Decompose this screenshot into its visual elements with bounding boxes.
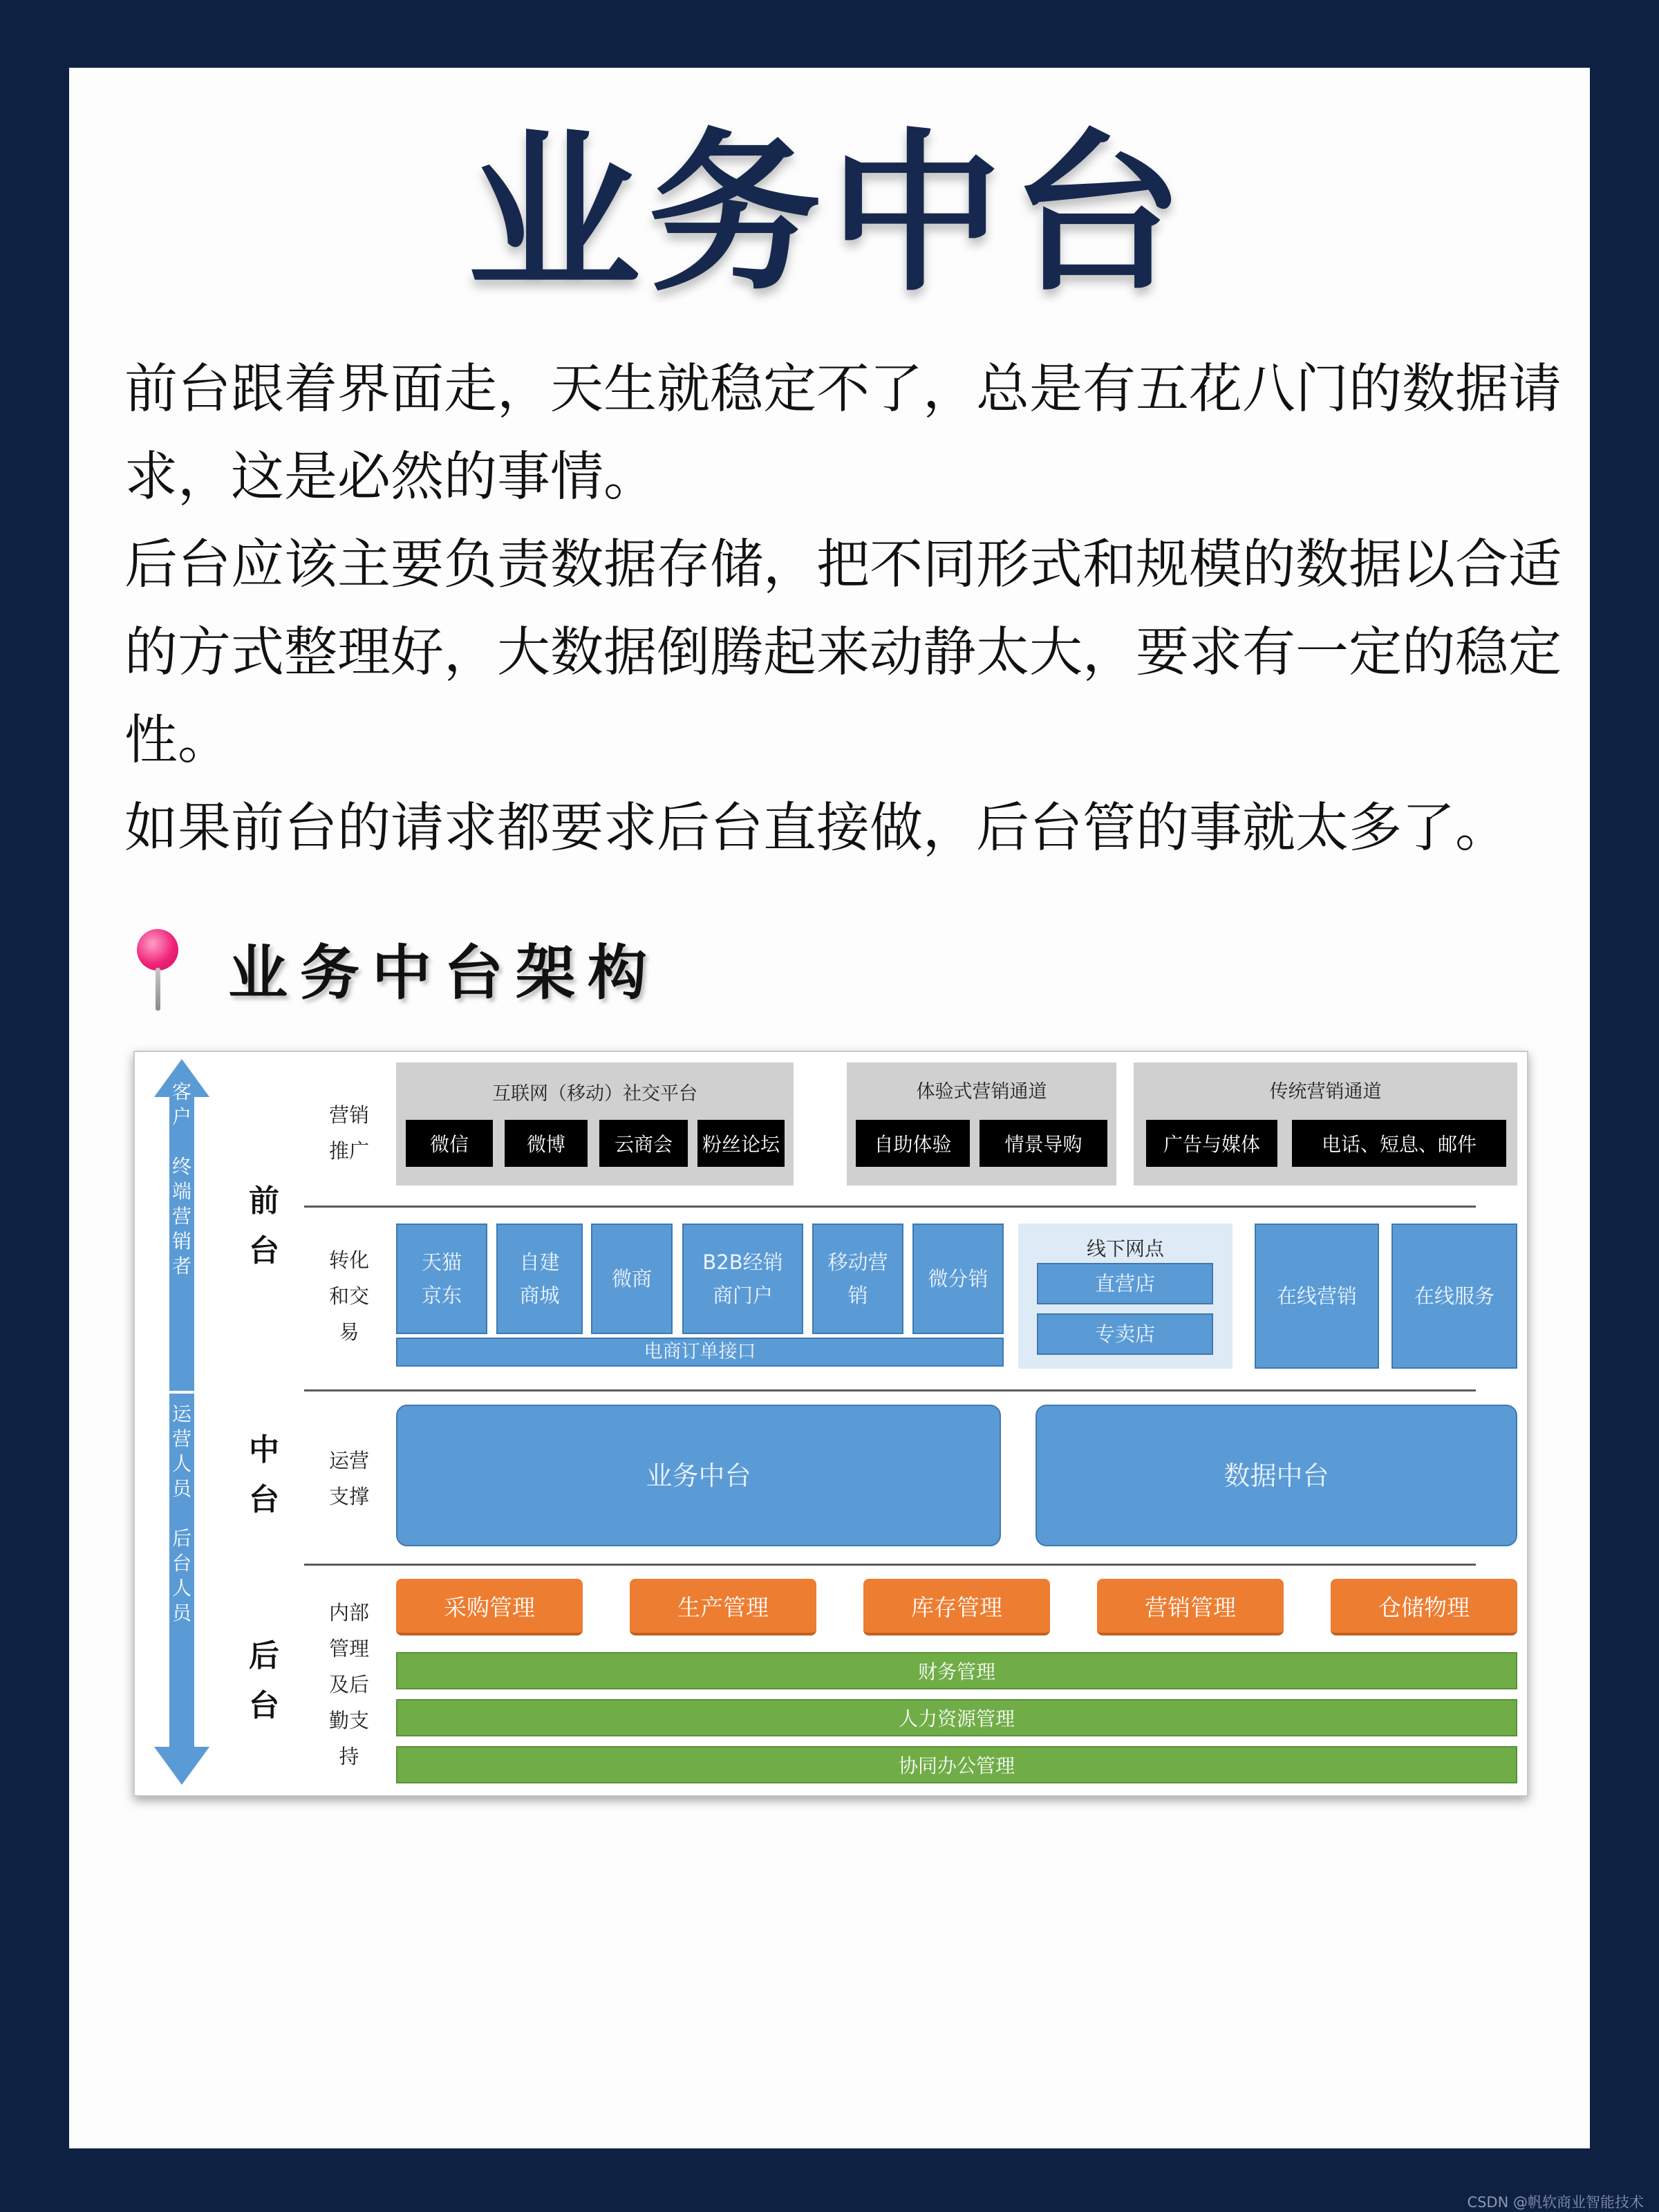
channel-item: 微博 xyxy=(505,1120,588,1167)
channel-item: 广告与媒体 xyxy=(1146,1120,1277,1167)
order-interface: 电商订单接口 xyxy=(396,1338,1004,1367)
platform-business: 业务中台 xyxy=(396,1405,1001,1546)
intro-paragraph-3: 如果前台的请求都要求后台直接做，后台管的事就太多了。 xyxy=(124,798,1508,859)
trade-item: 移动营 销 xyxy=(812,1224,903,1334)
arrow-divider xyxy=(167,1391,197,1394)
intro-paragraph-2: 后台应该主要负责数据存储，把不同形式和规模的数据以合适的方式整理好，大数据倒腾起来动静太大，要求有一定的稳定性。 xyxy=(124,534,1562,771)
management-item: 采购管理 xyxy=(396,1579,583,1635)
support-bar: 人力资源管理 xyxy=(396,1699,1517,1736)
channel-item: 自助体验 xyxy=(856,1120,970,1167)
trade-item: B2B经销 商门户 xyxy=(682,1224,803,1334)
channel-experience-title: 体验式营销通道 xyxy=(916,1081,1047,1103)
support-bar: 协同办公管理 xyxy=(396,1746,1517,1783)
offline-item: 直营店 xyxy=(1037,1263,1213,1304)
sublabel-ops: 运营 支撑 xyxy=(328,1449,369,1508)
offline-item: 专卖店 xyxy=(1037,1313,1213,1355)
management-item: 生产管理 xyxy=(630,1579,816,1635)
management-item: 营销管理 xyxy=(1097,1579,1284,1635)
channel-item: 微信 xyxy=(406,1120,493,1167)
trade-item: 天猫 京东 xyxy=(396,1224,487,1334)
layer-label-front: 前 台 xyxy=(249,1183,279,1268)
channel-item: 电话、短息、邮件 xyxy=(1292,1120,1506,1167)
section-title: 业务中台架构 xyxy=(228,939,659,1008)
intro-paragraph-1: 前台跟着界面走，天生就稳定不了，总是有五花八门的数据请求，这是必然的事情。 xyxy=(124,359,1562,508)
watermark-credit: CSDN @帆软商业智能技术 xyxy=(1467,2194,1644,2211)
section-header xyxy=(131,919,659,1016)
sublabel-internal: 内部 管理 及后 勤支 持 xyxy=(328,1601,369,1768)
architecture-diagram xyxy=(133,1051,1528,1797)
management-item: 仓储物理 xyxy=(1331,1579,1517,1635)
pushpin-icon xyxy=(131,919,187,1016)
channel-traditional-title: 传统营销通道 xyxy=(1269,1081,1382,1103)
sublabel-marketing: 营销 推广 xyxy=(328,1103,369,1163)
support-bar: 财务管理 xyxy=(396,1652,1517,1689)
arrow-label-customer: 客 户 终 端 营 销 者 xyxy=(171,1080,191,1277)
trade-item: 微商 xyxy=(591,1224,673,1334)
channel-item: 粉丝论坛 xyxy=(697,1120,785,1167)
sublabel-trade: 转化 和交 易 xyxy=(328,1248,369,1344)
channel-item: 云商会 xyxy=(599,1120,688,1167)
management-item: 库存管理 xyxy=(863,1579,1050,1635)
intro-text xyxy=(124,346,1562,872)
layer-label-middle: 中 台 xyxy=(249,1432,279,1517)
trade-item: 微分销 xyxy=(912,1224,1004,1334)
separator-front xyxy=(304,1206,1476,1208)
channel-internet-title: 互联网（移动）社交平台 xyxy=(492,1083,697,1105)
page-title: 业务中台 xyxy=(467,113,1192,315)
separator-back xyxy=(304,1564,1476,1566)
arrow-down-icon xyxy=(154,1747,209,1785)
layer-label-back: 后 台 xyxy=(249,1638,279,1723)
online-item: 在线营销 xyxy=(1255,1224,1379,1369)
trade-item: 自建 商城 xyxy=(496,1224,583,1334)
separator-middle xyxy=(304,1389,1476,1391)
online-item: 在线服务 xyxy=(1391,1224,1517,1369)
platform-data: 数据中台 xyxy=(1035,1405,1517,1546)
channel-item: 情景导购 xyxy=(980,1120,1107,1167)
arrow-label-ops: 运 营 人 员 后 台 人 员 xyxy=(171,1403,191,1624)
offline-title: 线下网点 xyxy=(1086,1237,1164,1260)
